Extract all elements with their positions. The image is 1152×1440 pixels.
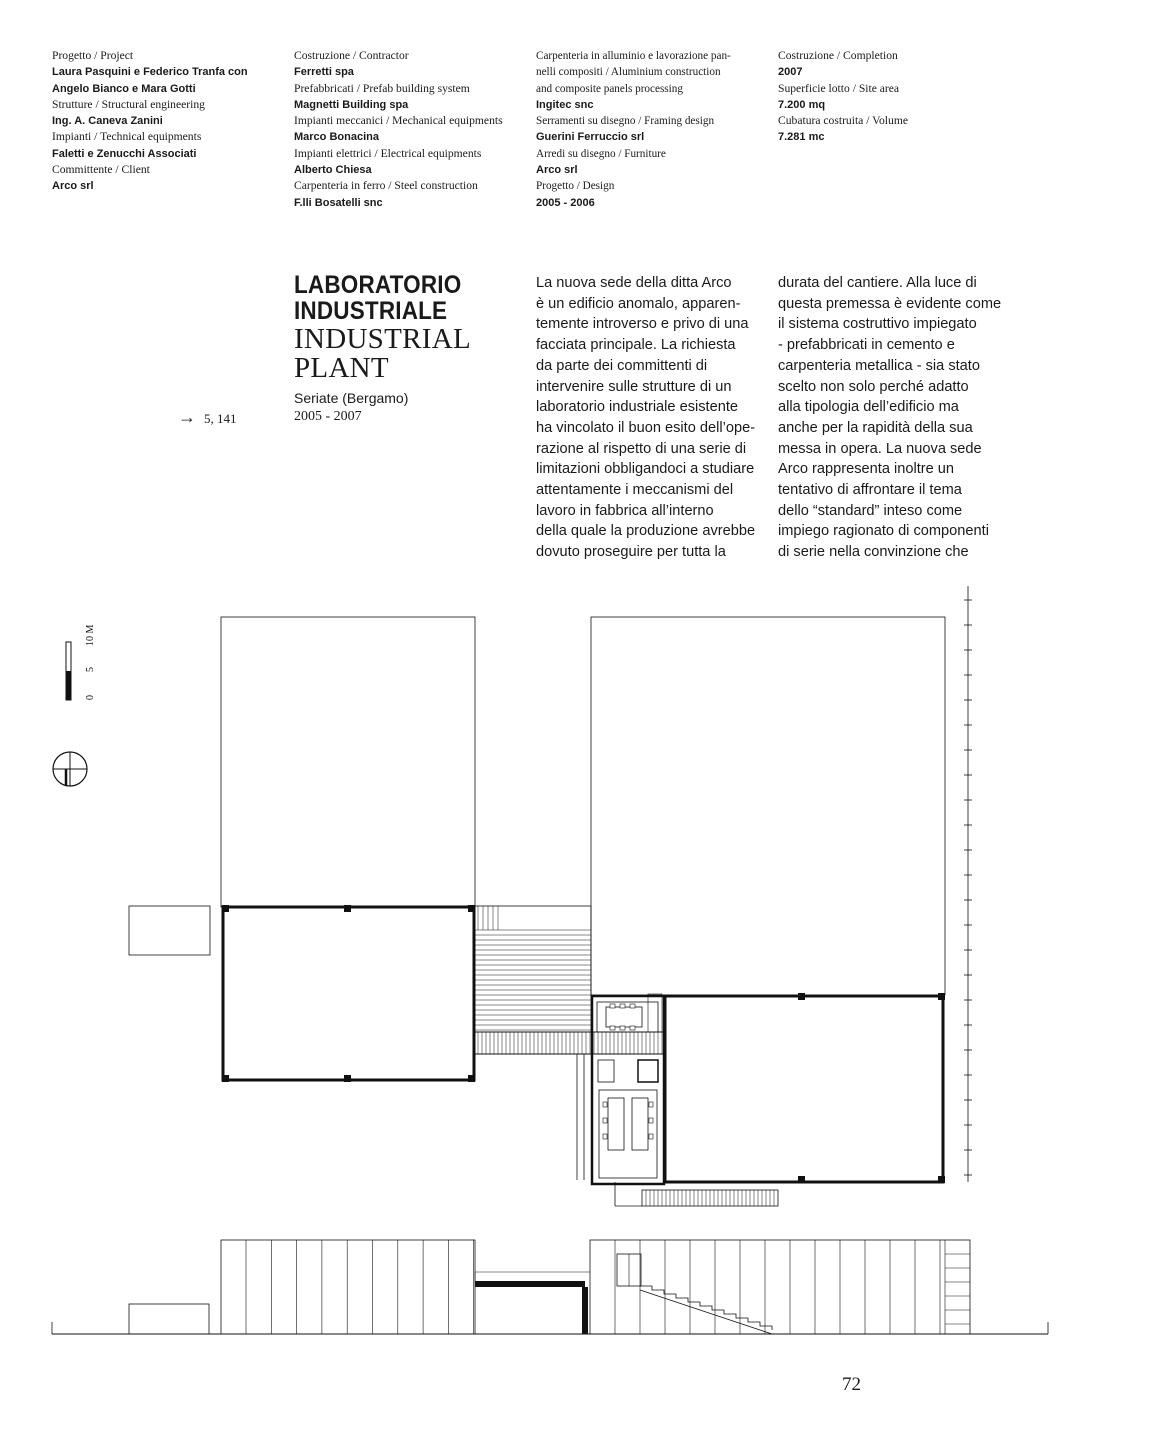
body-text-line: temente introverso e privo di una bbox=[536, 316, 749, 333]
body-text-line: tentativo di affrontare il tema bbox=[778, 482, 962, 499]
credit-label: Cubatura costruita / Volume bbox=[778, 114, 908, 128]
credit-label: Prefabbricati / Prefab building system bbox=[294, 81, 470, 95]
credit-value: 2007 bbox=[778, 66, 803, 79]
body-text-line: durata del cantiere. Alla luce di bbox=[778, 275, 977, 291]
credit-label: Arredi su disegno / Furniture bbox=[536, 147, 666, 160]
credit-label: Superficie lotto / Site area bbox=[778, 81, 900, 95]
scale-bar bbox=[66, 625, 96, 701]
credit-label: Serramenti su disegno / Framing design bbox=[536, 115, 715, 128]
body-text-line: - prefabbricati in cemento e bbox=[778, 337, 955, 354]
credit-label: Carpenteria in ferro / Steel construction bbox=[294, 179, 478, 193]
credit-label: Strutture / Structural engineering bbox=[52, 97, 205, 111]
north-arrow-icon bbox=[53, 752, 87, 786]
credit-label: nelli compositi / Aluminium construction bbox=[536, 66, 721, 79]
credit-value: 7.281 mc bbox=[778, 131, 825, 144]
body-text-line: limitazioni obbligandoci a studiare bbox=[536, 461, 755, 478]
credit-value: Ingitec snc bbox=[536, 98, 594, 111]
credit-label: and composite panels processing bbox=[536, 82, 683, 95]
body-text-line: di serie nella convinzione che bbox=[778, 544, 969, 561]
credit-value: Alberto Chiesa bbox=[294, 164, 372, 177]
title-italian-line-1: LABORATORIO bbox=[294, 271, 462, 299]
body-text-line: dovuto proseguire per tutta la bbox=[536, 544, 726, 561]
body-text-line: è un edificio anomalo, apparen- bbox=[536, 295, 741, 312]
body-text-line: dello “standard” inteso come bbox=[778, 502, 963, 519]
arrow-right-icon: → bbox=[178, 407, 196, 427]
credit-label: Carpenteria in alluminio e lavorazione pan- bbox=[536, 50, 731, 62]
body-text-line: lavoro in fabbrica all’interno bbox=[536, 502, 714, 519]
body-text-line: della quale la produzione avrebbe bbox=[536, 523, 756, 540]
credit-label: Committente / Client bbox=[52, 163, 150, 177]
body-text-line: alla tipologia dell’edificio ma bbox=[778, 399, 959, 416]
credit-value: Ferretti spa bbox=[294, 66, 354, 79]
credit-value: Guerini Ferruccio srl bbox=[536, 131, 645, 144]
body-text-line: impiego ragionato di componenti bbox=[778, 523, 989, 540]
scale-label-10: 10 M bbox=[85, 624, 96, 646]
title-english-line-2: PLANT bbox=[294, 352, 389, 384]
body-text-line: La nuova sede della ditta Arco bbox=[536, 275, 732, 291]
credit-label: Progetto / Project bbox=[52, 49, 134, 62]
credit-value: Angelo Bianco e Mara Gotti bbox=[52, 82, 196, 95]
credit-value: Laura Pasquini e Federico Tranfa con bbox=[52, 66, 248, 79]
credit-value: Marco Bonacina bbox=[294, 131, 379, 144]
body-text-line: razione al rispetto di una serie di bbox=[536, 440, 747, 457]
credit-value: Magnetti Building spa bbox=[294, 98, 409, 111]
body-text-line: intervenire sulle strutture di un bbox=[536, 378, 732, 395]
body-text-line: Arco rappresenta inoltre un bbox=[778, 461, 955, 478]
credit-label: Impianti meccanici / Mechanical equipments bbox=[294, 114, 503, 128]
credit-value: Arco srl bbox=[52, 180, 94, 193]
body-text-line: il sistema costruttivo impiegato bbox=[778, 316, 977, 333]
title-english-line-1: INDUSTRIAL bbox=[294, 323, 471, 355]
credit-label: Impianti elettrici / Electrical equipments bbox=[294, 146, 482, 160]
body-text-line: da parte dei committenti di bbox=[536, 357, 708, 374]
body-text-line: scelto non solo perché adatto bbox=[778, 378, 969, 395]
body-text-line: ha vincolato il buon esito dell’ope- bbox=[536, 419, 756, 436]
credit-label: Impianti / Technical equipments bbox=[52, 130, 202, 144]
credit-value: 2005 - 2006 bbox=[536, 196, 595, 209]
elevation-view bbox=[52, 1240, 1048, 1334]
body-text-line: carpenteria metallica - sia stato bbox=[778, 357, 980, 374]
credit-label: Costruzione / Completion bbox=[778, 49, 898, 62]
cross-reference-text: 5, 141 bbox=[204, 411, 237, 426]
body-text-line: laboratorio industriale esistente bbox=[536, 399, 738, 416]
credit-value: Arco srl bbox=[536, 164, 578, 177]
page-number: 72 bbox=[842, 1374, 861, 1395]
body-text-line: facciata principale. La richiesta bbox=[536, 337, 736, 354]
credit-value: Ing. A. Caneva Zanini bbox=[52, 115, 163, 128]
credit-label: Progetto / Design bbox=[536, 180, 615, 193]
body-text-line: messa in opera. La nuova sede bbox=[778, 440, 982, 457]
title-italian-line-2: INDUSTRIALE bbox=[294, 297, 448, 325]
credit-value: 7.200 mq bbox=[778, 98, 826, 111]
scale-label-5: 5 bbox=[85, 667, 96, 672]
credit-value: Faletti e Zenucchi Associati bbox=[52, 147, 197, 160]
body-text-line: questa premessa è evidente come bbox=[778, 295, 1002, 312]
body-text-line: anche per la rapidità della sua bbox=[778, 419, 973, 436]
body-text-line: attentamente i meccanismi del bbox=[536, 482, 734, 499]
credit-label: Costruzione / Contractor bbox=[294, 49, 409, 62]
credit-value: F.lli Bosatelli snc bbox=[294, 196, 383, 209]
project-location: Seriate (Bergamo) bbox=[294, 390, 409, 406]
project-years: 2005 - 2007 bbox=[294, 409, 362, 424]
plan-view bbox=[129, 586, 972, 1206]
scale-label-0: 0 bbox=[85, 695, 96, 700]
